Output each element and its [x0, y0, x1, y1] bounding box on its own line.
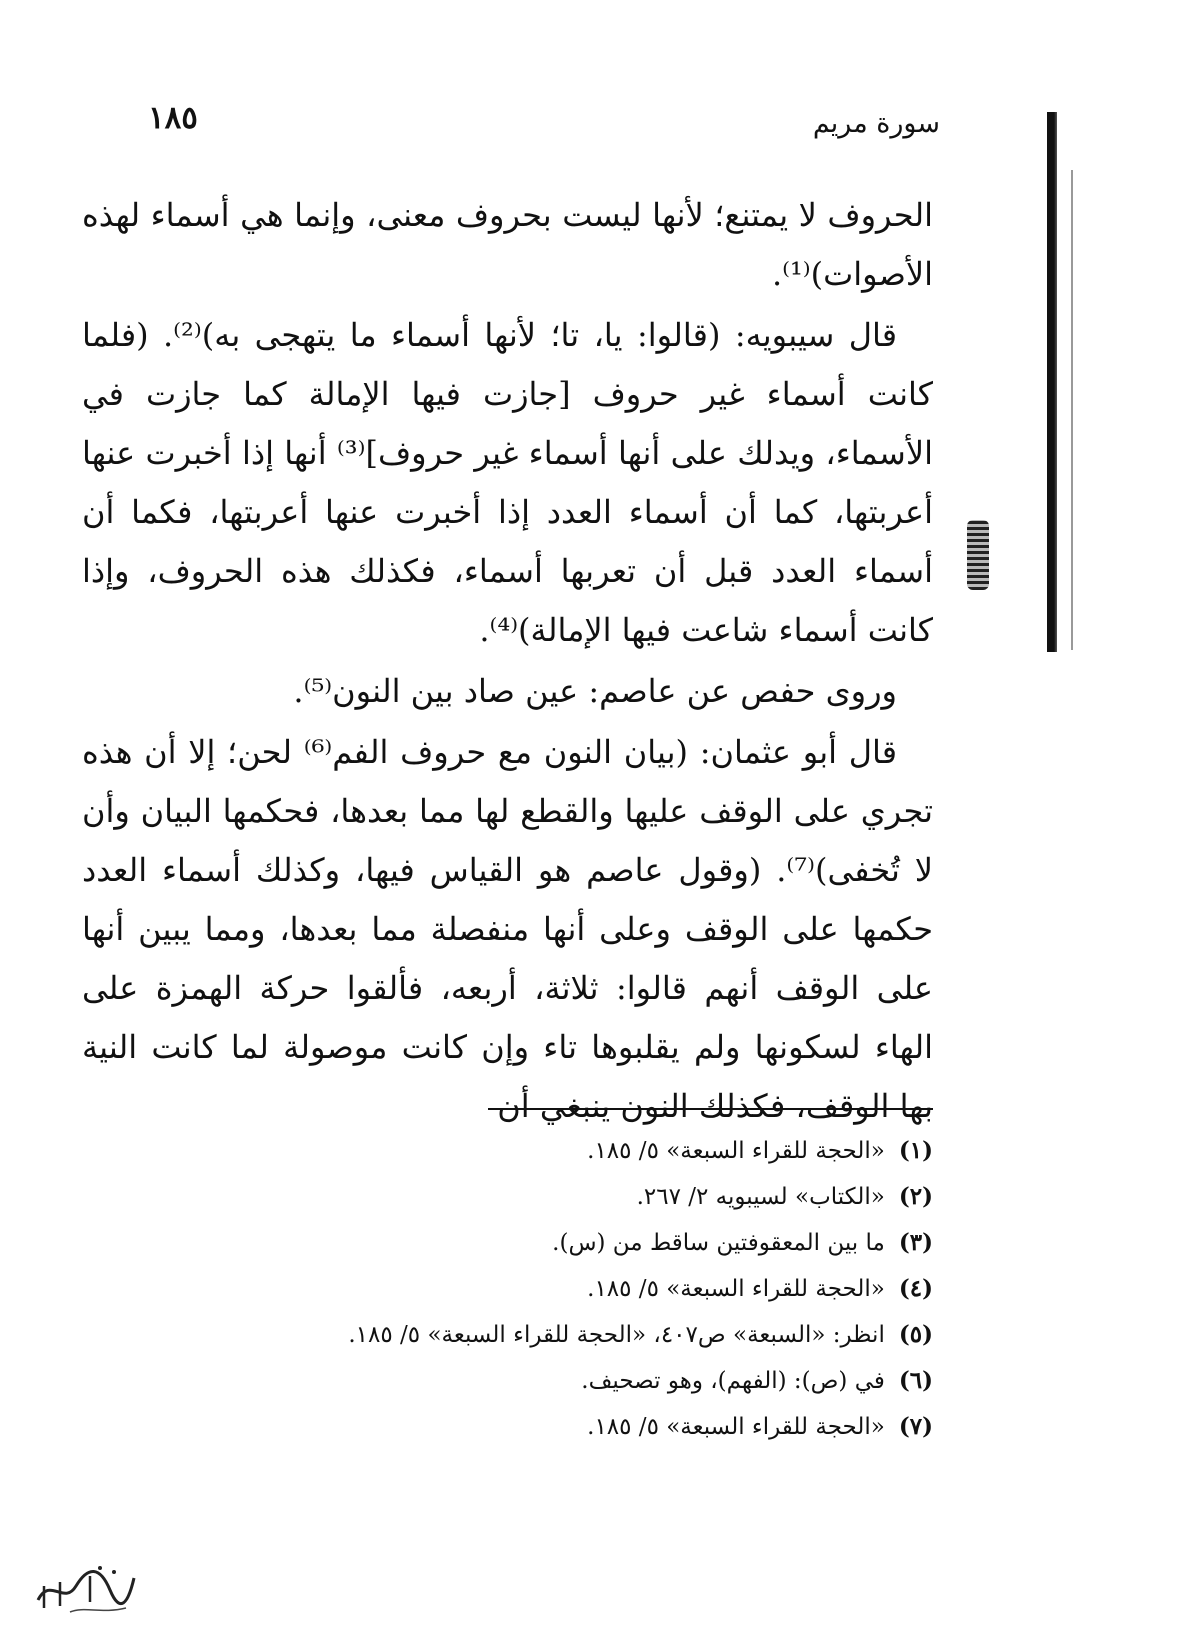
footnote: [82, 1404, 933, 1450]
running-header-title: سورة مريم: [812, 108, 940, 139]
footnote-separator: [488, 1108, 933, 1110]
footnote-text: «الحجة للقراء السبعة» ٥/ ١٨٥.: [587, 1414, 885, 1440]
footnote: [82, 1358, 933, 1404]
footnote: [82, 1128, 933, 1174]
paragraph: قال أبو عثمان: (بيان النون مع حروف الفم⁽⁶⁾ لحن؛ إلا أن هذه تجري على الوقف عليها والقطع لها مما بعدها، فحكمها البيان وأن لا تُخفى)⁽⁷⁾. (وقول عاصم هو القياس فيها، وكذلك أسماء العدد حكمها على الوقف وعلى أنها منفصلة مما بعدها، ومما يبين أنها على الوقف أنهم قالوا: ثلاثة، أربعه، فألقوا حركة الهمزة على الهاء لسكونها ولم يقلبوها تاء وإن كانت موصولة لما كانت النية بها الوقف، فكذلك النون ينبغي أن: [82, 733, 934, 1125]
page-edge-shadow: [1047, 112, 1057, 652]
footnote-text: «الكتاب» لسيبويه ٢/ ٢٦٧.: [636, 1184, 885, 1210]
footnote-number: (١): [898, 1137, 933, 1164]
footnote: [82, 1312, 933, 1358]
footnote-number: (٤): [898, 1275, 933, 1302]
footnote-number: (٧): [898, 1413, 933, 1440]
footnote: [82, 1220, 933, 1266]
footnote-text: انظر: «السبعة» ص٤٠٧، «الحجة للقراء السبعة» ٥/ ١٨٥.: [348, 1322, 885, 1348]
calligraphy-logo-icon: [30, 1556, 140, 1620]
page-number: ١٨٥: [148, 100, 198, 136]
footnote-number: (٣): [898, 1229, 933, 1256]
footnote-number: (٢): [898, 1183, 933, 1210]
footnote-number: (٥): [898, 1321, 933, 1348]
footnote-text: «الحجة للقراء السبعة» ٥/ ١٨٥.: [587, 1138, 885, 1164]
footnote: [82, 1174, 933, 1220]
paragraph: وروى حفص عن عاصم: عين صاد بين النون⁽⁵⁾.: [293, 672, 897, 710]
footnote-text: «الحجة للقراء السبعة» ٥/ ١٨٥.: [587, 1276, 885, 1302]
footnote-text: في (ص): (الفهم)، وهو تصحيف.: [581, 1368, 885, 1394]
footnote-text: ما بين المعقوفتين ساقط من (س).: [552, 1230, 885, 1256]
running-header: [140, 100, 940, 150]
paragraph: قال سيبويه: (قالوا: يا، تا؛ لأنها أسماء ما يتهجى به)⁽²⁾. (فلما كانت أسماء غير حروف [جازت فيها الإمالة كما جازت في الأسماء، ويدلك على أنها أسماء غير حروف]⁽³⁾ أنها إذا أخبرت عنها أعربتها، كما أن أسماء العدد إذا أخبرت عنها أعربتها، فكما أن أسماء العدد قبل أن تعربها أسماء، فكذلك هذه الحروف، وإذا كانت أسماء شاعت فيها الإمالة)⁽⁴⁾.: [82, 316, 934, 649]
footnotes: [82, 1128, 933, 1450]
paragraph: الحروف لا يمتنع؛ لأنها ليست بحروف معنى، وإنما هي أسماء لهذه الأصوات)⁽¹⁾.: [82, 196, 933, 293]
footnote: [82, 1266, 933, 1312]
scan-margin-mark: [967, 520, 989, 590]
footnote-number: (٦): [898, 1367, 933, 1394]
page-edge-line: [1071, 170, 1073, 650]
main-text: [82, 186, 933, 1136]
